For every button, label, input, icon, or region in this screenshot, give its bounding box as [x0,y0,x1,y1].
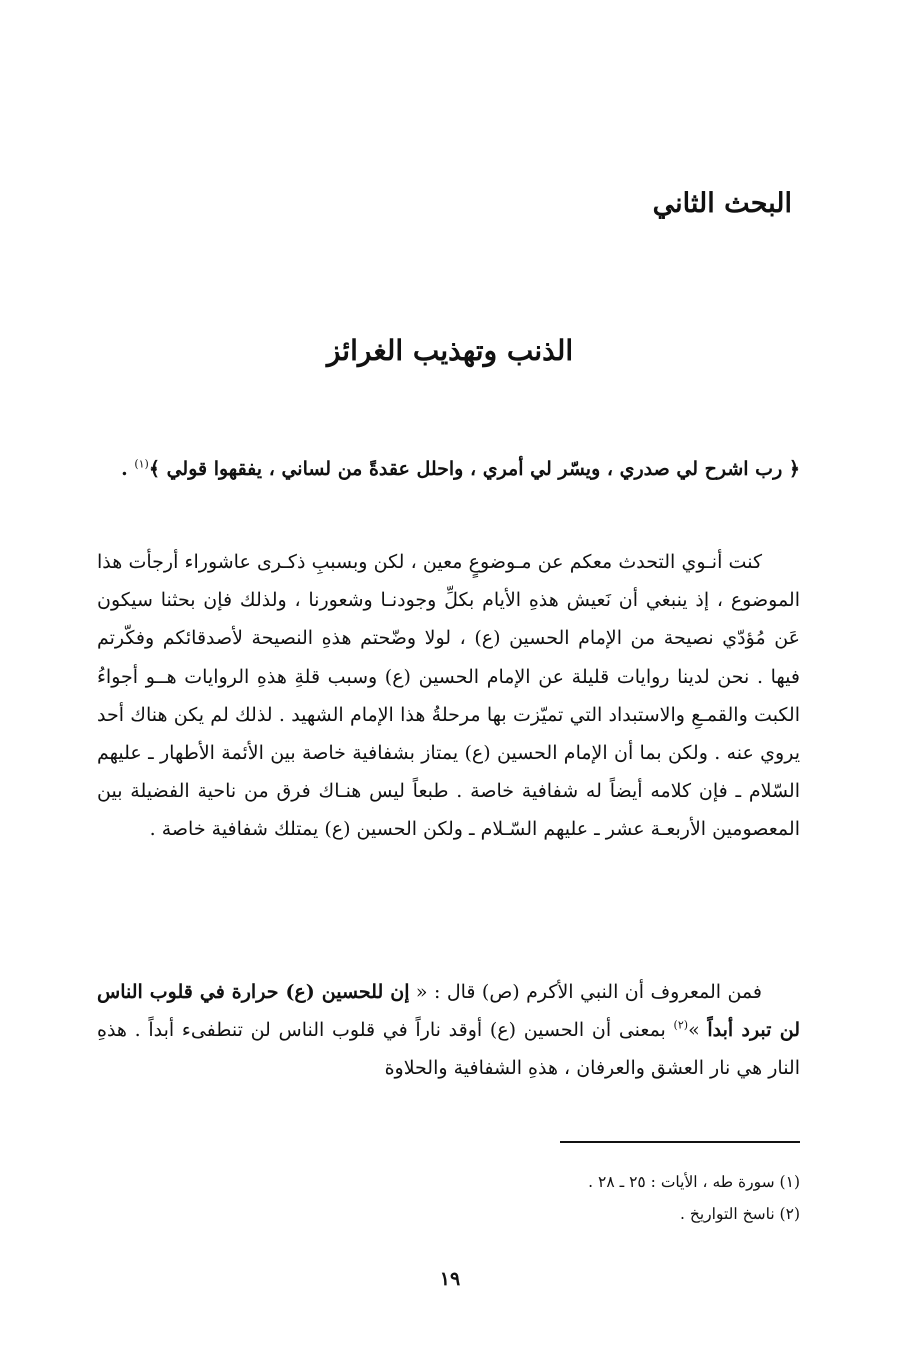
hadith-quote: إن للحسين (ع) حرارة في قلوب الناس لن تبرد أبداً [97,981,800,1042]
footnote-divider [560,1141,800,1143]
quote-close: » [688,1019,708,1042]
section-label: البحث الثاني [652,188,792,219]
footnote-ref-2[interactable]: (٢) [673,1018,689,1032]
paragraph-2 [97,973,800,1088]
paragraph-2-rest: بمعنى أن الحسين (ع) أوقد ناراً في قلوب الناس لن تنطفىء أبداً . هذهِ النار هي نار العشق والعرفان ، هذهِ الشفافية والحلاوة [97,1019,800,1080]
footnotes [300,1166,800,1230]
paragraph-1: كنت أنـوي التحدث معكم عن مـوضوعٍ معين ، لكن وبسببِ ذكـرى عاشوراء أرجأت هذا الموضوع ، إذ ينبغي أن نَعيش هذهِ الأيام بكلِّ وجودنـا وشعورنا ، ولذلك فإن بحثنا سيكون عَن مُؤدّي نصيحة من الإمام الحسين (ع) ، لولا وضّحتم هذهِ النصيحة لأصدقائكم وفكّرتم فيها . نحن لدينا روايات قليلة عن الإمام الحسين (ع) وسبب قلةِ هذهِ الروايات هــو أجواءُ الكبت والقمـعِ والاستبداد التي تميّزت بها مرحلةُ هذا الإمام الشهيد . لذلك لم يكن هناك أحد يروي عنه . ولكن بما أن الإمام الحسين (ع) يمتاز بشفافية خاصة بين الأئمة الأطهار ـ عليهم السّلام ـ فإن كلامه أيضاً له شفافية خاصة . طبعاً ليس هنـاك فرق من ناحية الفضيلة بين المعصومين الأربعـة عشر ـ عليهم السّـلام ـ ولكن الحسين (ع) يمتلك شفافية خاصة . [97,551,800,841]
footnote-1: (١) سورة طه ، الأيات : ٢٥ ـ ٢٨ . [588,1173,800,1191]
chapter-title: الذنب وتهذيب الغرائز [326,334,574,367]
quran-verse [97,450,800,488]
footnote-ref-1[interactable]: (١) [134,457,149,471]
footnote-2: (٢) ناسخ التواريخ . [680,1205,800,1223]
page-number: ١٩ [439,1268,461,1290]
verse-end: . [121,458,135,480]
paragraph-2-intro: فمن المعروف أن النبي الأكرم (ص) قال : « [409,981,762,1003]
verse-text: ﴿ رب اشرح لي صدري ، ويسّر لي أمري ، واحلل عقدةً من لساني ، يفقهوا قولي ﴾ [148,458,800,480]
